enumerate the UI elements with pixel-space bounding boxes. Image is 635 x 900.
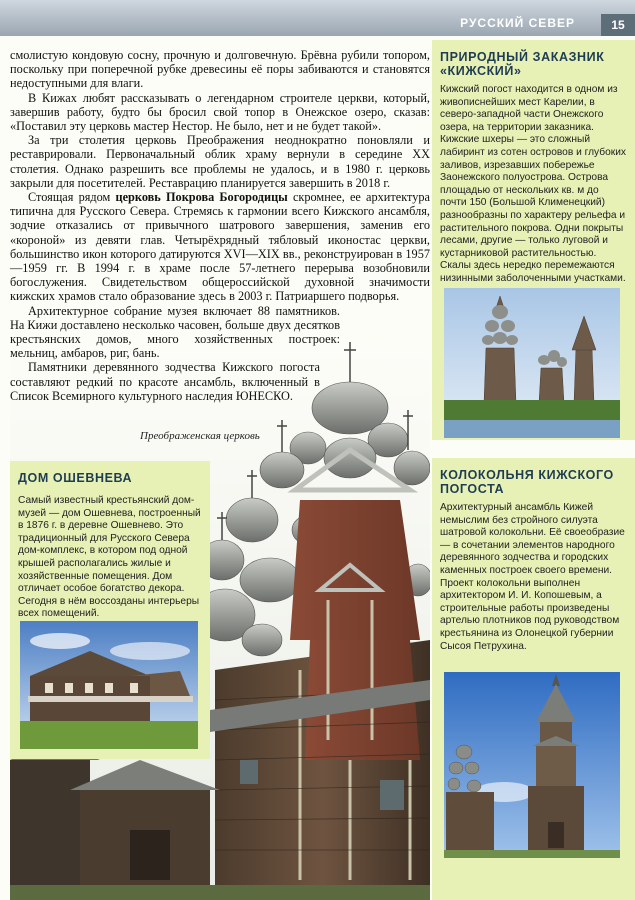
sidebar-body: Архитектурный ансамбль Кижей немыслим без стройного силуэта шатровой колокольни. Её своеобразие — в сочетании элементов народного деревянного зодчества и городских каменных построек своего времени. Проект колокольни выполнен архитектором И. И. Копошевым, а строительные работы произведены артелью плотников под руководством крестьянина из Олонецкой губернии Сысоя Петрухина. (440, 502, 625, 652)
sidebar-title: ПРИРОДНЫЙ ЗАКАЗНИК «КИЖСКИЙ» (440, 50, 605, 78)
section-title: РУССКИЙ СЕВЕР (460, 16, 575, 30)
page-number: 15 (601, 14, 635, 36)
paragraph: Стоящая рядом церковь Покрова Богородицы скромнее, ее архитектура типична для Русского Севера. Стремясь к гармонии всего Кижского ансамбля, зодчие отказались от привычного шатрового завершения, заменив его «короной» из девяти глав. Четырёхрядный тябловый иконостас церкви, большинство икон которого датируются XVI—XIX вв., реконструирован в 1957—1959 гг. В 1994 г. в храме после 57-летнего перерыва возобновили богослужения. Свидетельством общероссийской духовной значимости кижских храмов стало образование здесь в 2003 г. Патриаршего подворья. (10, 190, 430, 304)
sidebar-body: Самый известный крестьянский дом-музей — дом Ошевнева, построенный в 1876 г. в деревне Ошевнево. Это традиционный для Русского Севера дом-комплекс, в котором под одной крышей располагались жилые и хозяйственные помещения. Дом отличает особое богатство декора. Сегодня в нём воссозданы интерьеры всех помещений. (18, 495, 201, 620)
paragraph: В Кижах любят рассказывать о легендарном строителе церкви, который, завершив работу, будто бы бросил свой топор в Онежское озеро, сказав: «Поставил эту церковь мастер Нестор. Не было, нет и не будет такой». (10, 90, 430, 134)
paragraph: Архитектурное собрание музея включает 88 памятников. На Кижи доставлено несколько часовен, больше двух десятков крестьянских домов, много хозяйственных построек: мельниц, амбаров, риг, бань. (10, 303, 340, 361)
kizhi-pogost-photo (444, 288, 620, 438)
photo-caption: Преображенская церковь (140, 430, 260, 442)
church-pokrova-name: церковь Покрова Богородицы (115, 190, 288, 205)
main-article-text (10, 48, 430, 403)
paragraph: смолистую кондовую сосну, прочную и долговечную. Брёвна рубили топором, поскольку при поперечной рубке древесины её поры забиваются и становятся недоступными для влаги. (10, 48, 430, 91)
paragraph: За три столетия церковь Преображения неоднократно поновляли и реставрировали. Первоначальный облик храму вернули в середине XX столетия. Однако разрешить все проблемы не удалось, и в 1980 г. церковь закрыли для посетителей. Реставрацию планируется завершить в 2018 г. (10, 133, 430, 190)
sidebar-body: Кижский погост находится в одном из живописнейших мест Карелии, в северо-западной части Онежского озера, на территории заказника. Кижские шхеры — это сложный лабиринт из сотен островов и глубоких заливов, изрезавших побережье Заонежского полуострова. Острова площадью от нескольких кв. м до почти 150 (Большой Клименецкий) разнообразны по характеру рельефа и растительного покрова. Одни покрыты лесами, другие — только луговой и кустарниковой растительностью. Скалы здесь нередко перемежаются низинными заболоченными участками. (440, 84, 627, 284)
page-header (0, 0, 635, 36)
oshevnev-house-photo (20, 621, 198, 749)
sidebar-title: ДОМ ОШЕВНЕВА (18, 471, 133, 485)
sidebar-title: КОЛОКОЛЬНЯ КИЖСКОГО ПОГОСТА (440, 468, 614, 496)
bell-tower-photo (444, 672, 620, 858)
paragraph: Памятники деревянного зодчества Кижского погоста составляют редкий по красоте ансамбль, включенный в Список Всемирного культурного наследия ЮНЕСКО. (10, 360, 320, 403)
